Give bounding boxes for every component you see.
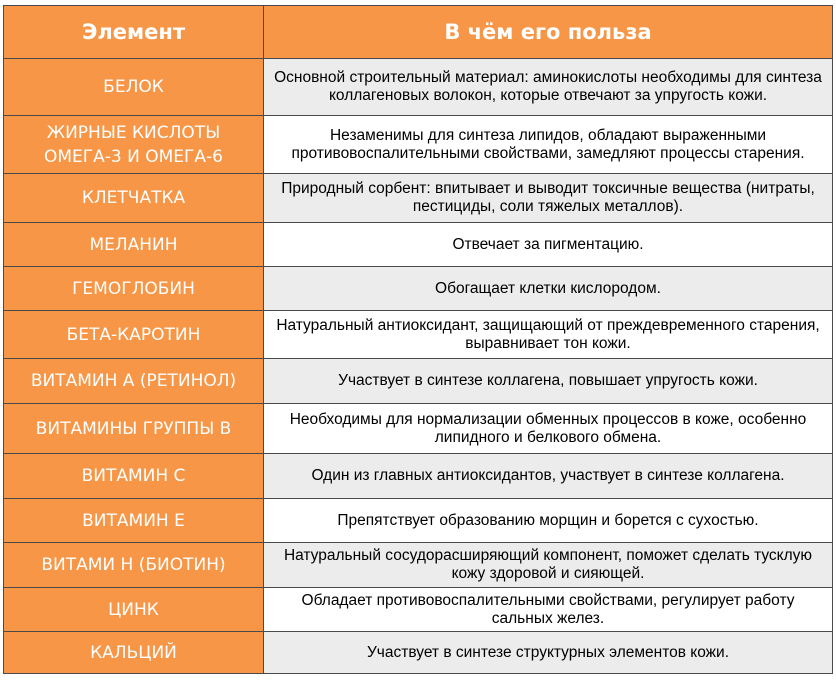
element-cell: БЕЛОК [4,59,264,116]
benefit-cell: Необходимы для нормализации обменных процессов в коже, особенно липидного и белкового обмена. [264,404,833,454]
table-row [4,223,833,267]
header-row [4,6,833,59]
element-cell: ВИТАМИН С [4,454,264,499]
element-cell: ГЕМОГЛОБИН [4,267,264,311]
table-row [4,59,833,116]
table-row [4,359,833,404]
element-cell: ВИТАМИН Е [4,499,264,543]
header-benefit: В чём его польза [264,6,833,59]
benefit-cell: Один из главных антиоксидантов, участвует в синтезе коллагена. [264,454,833,499]
benefit-cell: Участвует в синтезе коллагена, повышает упругость кожи. [264,359,833,404]
element-cell: ЦИНК [4,588,264,632]
element-cell: ЖИРНЫЕ КИСЛОТЫ ОМЕГА-3 И ОМЕГА-6 [4,116,264,174]
table-row [4,174,833,223]
table-row [4,499,833,543]
benefit-cell: Незаменимы для синтеза липидов, обладают выраженными противовоспалительными свойствами, замедляют процессы старения. [264,116,833,174]
nutrients-table [3,5,833,674]
benefit-cell: Натуральный сосудорасширяющий компонент, поможет сделать тусклую кожу здоровой и сияющей. [264,543,833,588]
benefit-cell: Обладает противовоспалительными свойствами, регулирует работу сальных желез. [264,588,833,632]
benefit-cell: Основной строительный материал: аминокислоты необходимы для синтеза коллагеновых волокон, которые отвечают за упругость кожи. [264,59,833,116]
table-row [4,632,833,674]
benefit-cell: Препятствует образованию морщин и борется с сухостью. [264,499,833,543]
table-header [4,6,833,59]
element-cell: КАЛЬЦИЙ [4,632,264,674]
header-element: Элемент [4,6,264,59]
table-row [4,404,833,454]
benefit-cell: Участвует в синтезе структурных элементов кожи. [264,632,833,674]
element-cell: ВИТАМИН А (РЕТИНОЛ) [4,359,264,404]
benefit-cell: Природный сорбент: впитывает и выводит токсичные вещества (нитраты, пестициды, соли тяжелых металлов). [264,174,833,223]
element-cell: ВИТАМИ Н (БИОТИН) [4,543,264,588]
table-row [4,543,833,588]
table-row [4,588,833,632]
table-row [4,454,833,499]
element-cell: БЕТА-КАРОТИН [4,311,264,359]
element-cell: МЕЛАНИН [4,223,264,267]
table-body [4,59,833,674]
benefit-cell: Отвечает за пигментацию. [264,223,833,267]
table-row [4,311,833,359]
element-cell: КЛЕТЧАТКА [4,174,264,223]
table-row [4,267,833,311]
table-row [4,116,833,174]
benefit-cell: Натуральный антиоксидант, защищающий от преждевременного старения, выравнивает тон кожи. [264,311,833,359]
element-cell: ВИТАМИНЫ ГРУППЫ В [4,404,264,454]
benefit-cell: Обогащает клетки кислородом. [264,267,833,311]
